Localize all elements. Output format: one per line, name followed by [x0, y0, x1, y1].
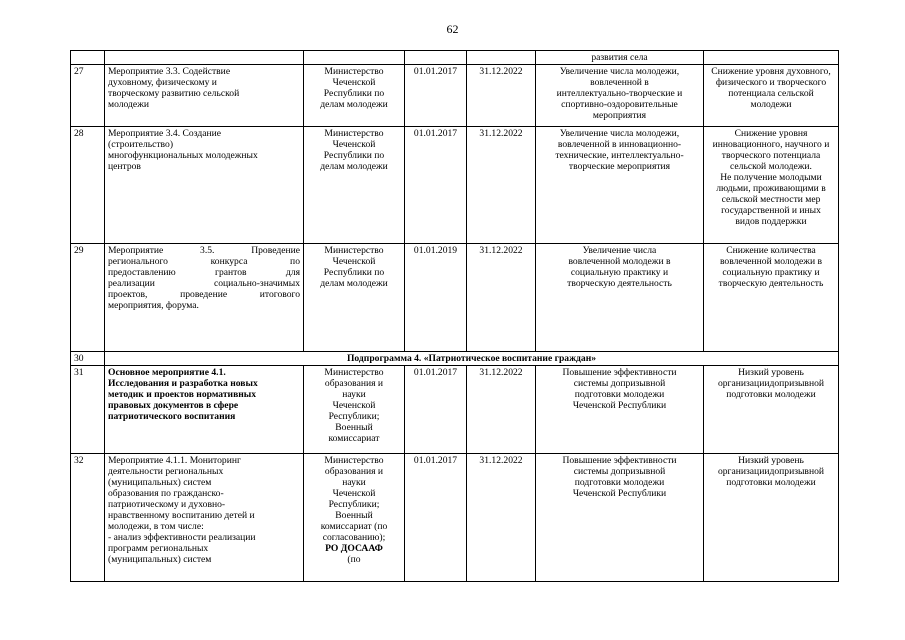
cell-consequence	[704, 244, 839, 352]
executor-line: Республики по	[323, 267, 385, 278]
table-row-continuation	[71, 51, 839, 65]
executor-line: образования и	[324, 378, 384, 389]
consequence-line: сельской молодежи.	[730, 161, 812, 172]
cell-result	[536, 51, 704, 65]
executor-line: Чеченской	[332, 139, 376, 150]
cell-end-date: 31.12.2022	[467, 454, 536, 582]
consequence-line: Низкий уровень	[738, 455, 804, 466]
consequence-line: физического и творческого	[715, 77, 827, 88]
executor-line: согласованию);	[322, 532, 386, 543]
cell-end-date: 31.12.2022	[467, 127, 536, 244]
result-line: вовлеченной в инновационно-	[557, 139, 682, 150]
name-line: Мероприятие 3.3. Содействие	[108, 66, 231, 77]
cell-consequence	[704, 454, 839, 582]
cell-result	[536, 454, 704, 582]
cell-executor	[304, 51, 405, 65]
table-row-29	[71, 244, 839, 352]
consequence-line: Снижение уровня	[734, 128, 808, 139]
result-line: Увеличение числа молодежи,	[559, 66, 680, 77]
cell-end-date	[467, 51, 536, 65]
name-line: Основное мероприятие 4.1.	[108, 367, 226, 378]
cell-result	[536, 366, 704, 454]
executor-line: РО ДОСААФ	[325, 543, 383, 554]
cell-result	[536, 65, 704, 127]
executor-line: делам молодежи	[320, 278, 388, 289]
cell-result	[536, 244, 704, 352]
cell-executor	[304, 244, 405, 352]
result-line: вовлеченной в	[590, 77, 649, 88]
name-line: (строительство)	[108, 139, 174, 150]
executor-line: Республики;	[328, 411, 380, 422]
consequence-line: подготовки молодежи	[726, 477, 816, 488]
result-line: Увеличение числа молодежи,	[559, 128, 680, 139]
consequence-line: социальную практику и	[722, 267, 820, 278]
cell-number: 30	[71, 352, 105, 366]
executor-line: делам молодежи	[320, 99, 388, 110]
result-line: Чеченской Республики	[572, 488, 667, 499]
result-line: технические, интеллектуально-	[555, 150, 684, 161]
cell-start-date: 01.01.2017	[405, 127, 467, 244]
name-line: патриотическому и духовно-	[108, 499, 226, 510]
result-line: подготовки молодежи	[574, 477, 665, 488]
cell-executor	[304, 127, 405, 244]
result-line: Увеличение числа	[582, 245, 657, 256]
cell-start-date: 01.01.2017	[405, 65, 467, 127]
cell-executor	[304, 454, 405, 582]
cell-name	[105, 244, 304, 352]
executor-line: Военный	[335, 422, 373, 433]
result-line: социальную практику и	[570, 267, 669, 278]
executor-line: комиссариат (по	[320, 521, 388, 532]
name-line: многофункциональных молодежных	[108, 150, 258, 161]
cell-start-date: 01.01.2017	[405, 454, 467, 582]
cell-result	[536, 127, 704, 244]
cell-number: 32	[71, 454, 105, 582]
cell-executor	[304, 65, 405, 127]
executor-line: Чеченской	[332, 488, 376, 499]
consequence-line: организациидопризывной	[717, 466, 825, 477]
executor-line: Министерство	[324, 66, 384, 77]
cell-number: 31	[71, 366, 105, 454]
cell-name	[105, 366, 304, 454]
executor-line: (по	[347, 554, 361, 565]
name-line: Мероприятие 4.1.1. Мониторинг	[108, 455, 241, 466]
name-line: (муниципальных) систем	[108, 477, 212, 488]
cell-executor	[304, 366, 405, 454]
executor-line: Министерство	[324, 367, 384, 378]
consequence-line: Снижение количества	[726, 245, 816, 256]
cell-name	[105, 454, 304, 582]
name-line: методик и проектов нормативных	[108, 389, 257, 400]
name-line: молодежи	[108, 99, 149, 110]
consequence-line: творческую деятельность	[718, 278, 824, 289]
name-line: (муниципальных) систем	[108, 554, 212, 565]
name-line: правовых документов в сфере	[108, 400, 239, 411]
name-line: программ региональных	[108, 543, 209, 554]
name-line: духовному, физическому и	[108, 77, 217, 88]
result-line: Повышение эффективности	[562, 367, 677, 378]
executor-line: Республики по	[323, 150, 385, 161]
result-line: системы допризывной	[573, 378, 666, 389]
table-row-27	[71, 65, 839, 127]
cell-consequence	[704, 51, 839, 65]
name-line: проектов, проведение итогового	[108, 289, 300, 300]
cell-consequence	[704, 127, 839, 244]
table-row-32	[71, 454, 839, 582]
executor-line: Министерство	[324, 245, 384, 256]
cell-name	[105, 127, 304, 244]
result-line: подготовки молодежи	[574, 389, 665, 400]
cell-name	[105, 65, 304, 127]
table-row-28	[71, 127, 839, 244]
subprogram-title: Подпрограмма 4. «Патриотическое воспитание граждан»	[105, 352, 839, 366]
result-line: интеллектуально-творческие и	[556, 88, 683, 99]
consequence-line: государственной и иных	[721, 205, 821, 216]
cell-consequence	[704, 65, 839, 127]
consequence-line: Не получение молодыми	[720, 172, 822, 183]
name-line: мероприятия, форума.	[108, 300, 199, 311]
executor-line: Военный	[335, 510, 373, 521]
cell-start-date: 01.01.2017	[405, 366, 467, 454]
executor-line: науки	[342, 477, 366, 488]
consequence-line: инновационного, научного и	[712, 139, 830, 150]
cell-number: 29	[71, 244, 105, 352]
consequence-line: видов поддержки	[735, 216, 807, 227]
result-line: творческую деятельность	[567, 278, 672, 289]
cell-number	[71, 51, 105, 65]
result-line: мероприятия	[592, 110, 647, 121]
cell-end-date: 31.12.2022	[467, 366, 536, 454]
page-number: 62	[446, 22, 459, 36]
name-line: центров	[108, 161, 141, 172]
cell-start-date	[405, 51, 467, 65]
consequence-line: вовлеченной молодежи в	[719, 256, 823, 267]
name-line: Исследования и разработка новых	[108, 378, 258, 389]
name-line: - анализ эффективности реализации	[108, 532, 256, 543]
consequence-line: организациидопризывной	[717, 378, 825, 389]
executor-line: образования и	[324, 466, 384, 477]
name-line: патриотического воспитания	[108, 411, 236, 422]
executor-line: Чеченской	[332, 256, 376, 267]
name-line: Мероприятие 3.4. Создание	[108, 128, 221, 139]
result-line: вовлеченной молодежи в	[568, 256, 671, 267]
name-line: реализации социально-значимых	[108, 278, 300, 289]
cell-end-date: 31.12.2022	[467, 244, 536, 352]
name-line: регионального конкурса по	[108, 256, 300, 267]
name-line: Мероприятие 3.5. Проведение	[108, 245, 300, 256]
cell-name	[105, 51, 304, 65]
cell-end-date: 31.12.2022	[467, 65, 536, 127]
executor-line: науки	[342, 389, 366, 400]
cell-number: 27	[71, 65, 105, 127]
executor-line: Министерство	[324, 455, 384, 466]
consequence-line: людьми, проживающими в	[716, 183, 826, 194]
consequence-line: Снижение уровня духовного,	[711, 66, 831, 77]
consequence-line: потенциала сельской	[728, 88, 814, 99]
executor-line: делам молодежи	[320, 161, 388, 172]
executor-line: Министерство	[324, 128, 384, 139]
table-row-30-subprogram	[71, 352, 839, 366]
result-line: творческие мероприятия	[568, 161, 671, 172]
name-line: нравственному воспитанию детей и	[108, 510, 255, 521]
cell-consequence	[704, 366, 839, 454]
executor-line: комиссариат	[328, 433, 380, 444]
name-line: предоставлению грантов для	[108, 267, 300, 278]
result-line: спортивно-оздоровительные	[561, 99, 678, 110]
name-line: образования по гражданско-	[108, 488, 224, 499]
executor-line: Чеченской	[332, 400, 376, 411]
consequence-line: творческого потенциала	[721, 150, 821, 161]
name-line: творческому развитию сельской	[108, 88, 240, 99]
name-line: молодежи, в том числе:	[108, 521, 204, 532]
result-line: системы допризывной	[573, 466, 666, 477]
consequence-line: молодежи	[750, 99, 792, 110]
cell-number: 28	[71, 127, 105, 244]
program-table	[70, 50, 839, 582]
consequence-line: Низкий уровень	[738, 367, 804, 378]
result-line: Повышение эффективности	[562, 455, 677, 466]
executor-line: Чеченской	[332, 77, 376, 88]
name-line: деятельности региональных	[108, 466, 224, 477]
cell-start-date: 01.01.2019	[405, 244, 467, 352]
executor-line: Республики по	[323, 88, 385, 99]
result-line: развития села	[591, 52, 648, 63]
executor-line: Республики;	[328, 499, 380, 510]
result-line: Чеченской Республики	[572, 400, 667, 411]
consequence-line: сельской местности мер	[721, 194, 821, 205]
table-row-31	[71, 366, 839, 454]
consequence-line: подготовки молодежи	[726, 389, 816, 400]
